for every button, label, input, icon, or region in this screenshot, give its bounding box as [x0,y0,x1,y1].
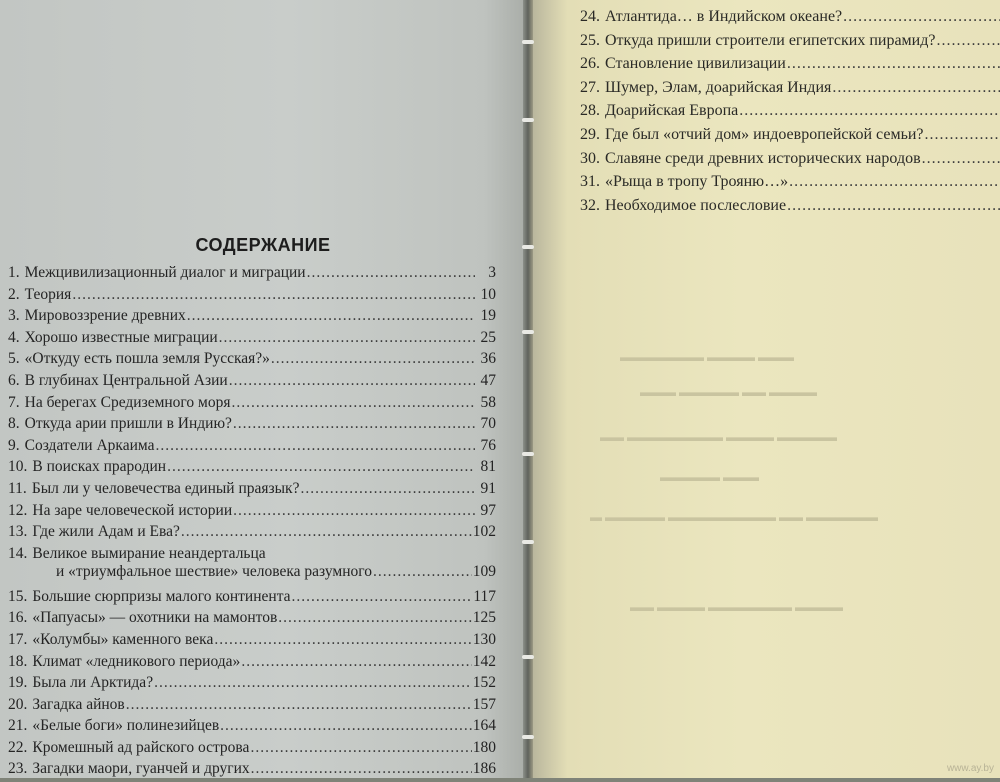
toc-entry: 6. В глубинах Центральной Азии ..... 47 [8,372,496,394]
toc-entry: 13. Где жили Адам и Ева? ..... 102 [8,523,496,545]
show-through-text: ▬▬▬▬ ▬▬ ▬▬▬▬▬ ▬▬▬ [640,385,817,399]
toc-entry: 9. Создатели Аркаима ..... 76 [8,437,496,459]
book-spine [523,0,533,778]
binding-stitch [522,735,534,739]
binding-stitch [522,540,534,544]
toc-entry: 17. «Колумбы» каменного века ..... 130 [8,631,496,653]
binding-stitch [522,118,534,122]
show-through-text: ▬▬▬▬▬▬ ▬▬ ▬▬▬▬▬▬▬▬▬ ▬▬▬▬▬ ▬ [590,510,878,524]
toc-entry: 18. Климат «ледникового периода» ..... 142 [8,653,496,675]
toc-entry: 31. «Рыща в тропу Трояню…» ..... [580,173,1000,197]
show-through-text: ▬▬▬▬ ▬▬▬▬▬▬▬ ▬▬▬▬ ▬▬ [630,600,843,614]
binding-stitch [522,40,534,44]
toc-entry: 28. Доарийская Европа ..... [580,102,1000,126]
toc-entry: 14. Великое вымирание неандертальца и «триумфальное шествие» человека разумного ..... 109 [8,545,496,588]
toc-entry: 27. Шумер, Элам, доарийская Индия ..... [580,79,1000,103]
toc-entry: 29. Где был «отчий дом» индоевропейской семьи? ..... [580,126,1000,150]
toc-entry: 32. Необходимое послесловие ..... [580,197,1000,221]
binding-stitch [522,330,534,334]
toc-entry: 23. Загадки маори, гуанчей и других ..... 186 [8,760,496,782]
binding-stitch [522,452,534,456]
toc-entry: 4. Хорошо известные миграции ..... 25 [8,329,496,351]
toc-entry: 19. Была ли Арктида? ..... 152 [8,674,496,696]
toc-entry: 2. Теория ..... 10 [8,286,496,308]
show-through-text: ▬▬▬ ▬▬▬▬ ▬▬▬▬▬▬▬ [620,350,794,364]
toc-entry: 7. На берегах Средиземного моря ..... 58 [8,394,496,416]
contents-heading: СОДЕРЖАНИЕ [195,235,331,255]
show-through-text: ▬▬▬ ▬▬▬▬▬ [660,470,759,484]
toc-entry: 1. Межцивилизационный диалог и миграции ..... 3 [8,264,496,286]
binding-stitch [522,655,534,659]
show-through-text: ▬▬▬▬▬ ▬▬▬▬ ▬▬▬▬▬▬▬▬ ▬▬ [600,430,837,444]
toc-entry: 11. Был ли у человечества единый праязык? ..... 91 [8,480,496,502]
toc-entry: 22. Кромешный ад райского острова ..... 180 [8,739,496,761]
toc-entry: 10. В поисках прародин ..... 81 [8,458,496,480]
toc-entry: 20. Загадка айнов ..... 157 [8,696,496,718]
toc-entry: 16. «Папуасы» — охотники на мамонтов ..... 125 [8,609,496,631]
watermark: www.ay.by [946,763,994,774]
toc-entry: 5. «Откуду есть пошла земля Русская?» ..... 36 [8,350,496,372]
toc-entry: 26. Становление цивилизации ..... [580,55,1000,79]
toc-entry: 8. Откуда арии пришли в Индию? ..... 70 [8,415,496,437]
toc-entry: 15. Большие сюрпризы малого континента ..... 117 [8,588,496,610]
toc-right [580,8,1000,220]
toc-left [8,264,496,782]
toc-entry: 30. Славяне среди древних исторических народов ..... [580,150,1000,174]
toc-entry: 25. Откуда пришли строители египетских пирамид? ..... [580,32,1000,56]
toc-entry: 24. Атлантида… в Индийском океане? ..... [580,8,1000,32]
toc-entry: 21. «Белые боги» полинезийцев ..... 164 [8,717,496,739]
toc-entry: 3. Мировоззрение древних ..... 19 [8,307,496,329]
toc-entry: 12. На заре человеческой истории ..... 97 [8,502,496,524]
